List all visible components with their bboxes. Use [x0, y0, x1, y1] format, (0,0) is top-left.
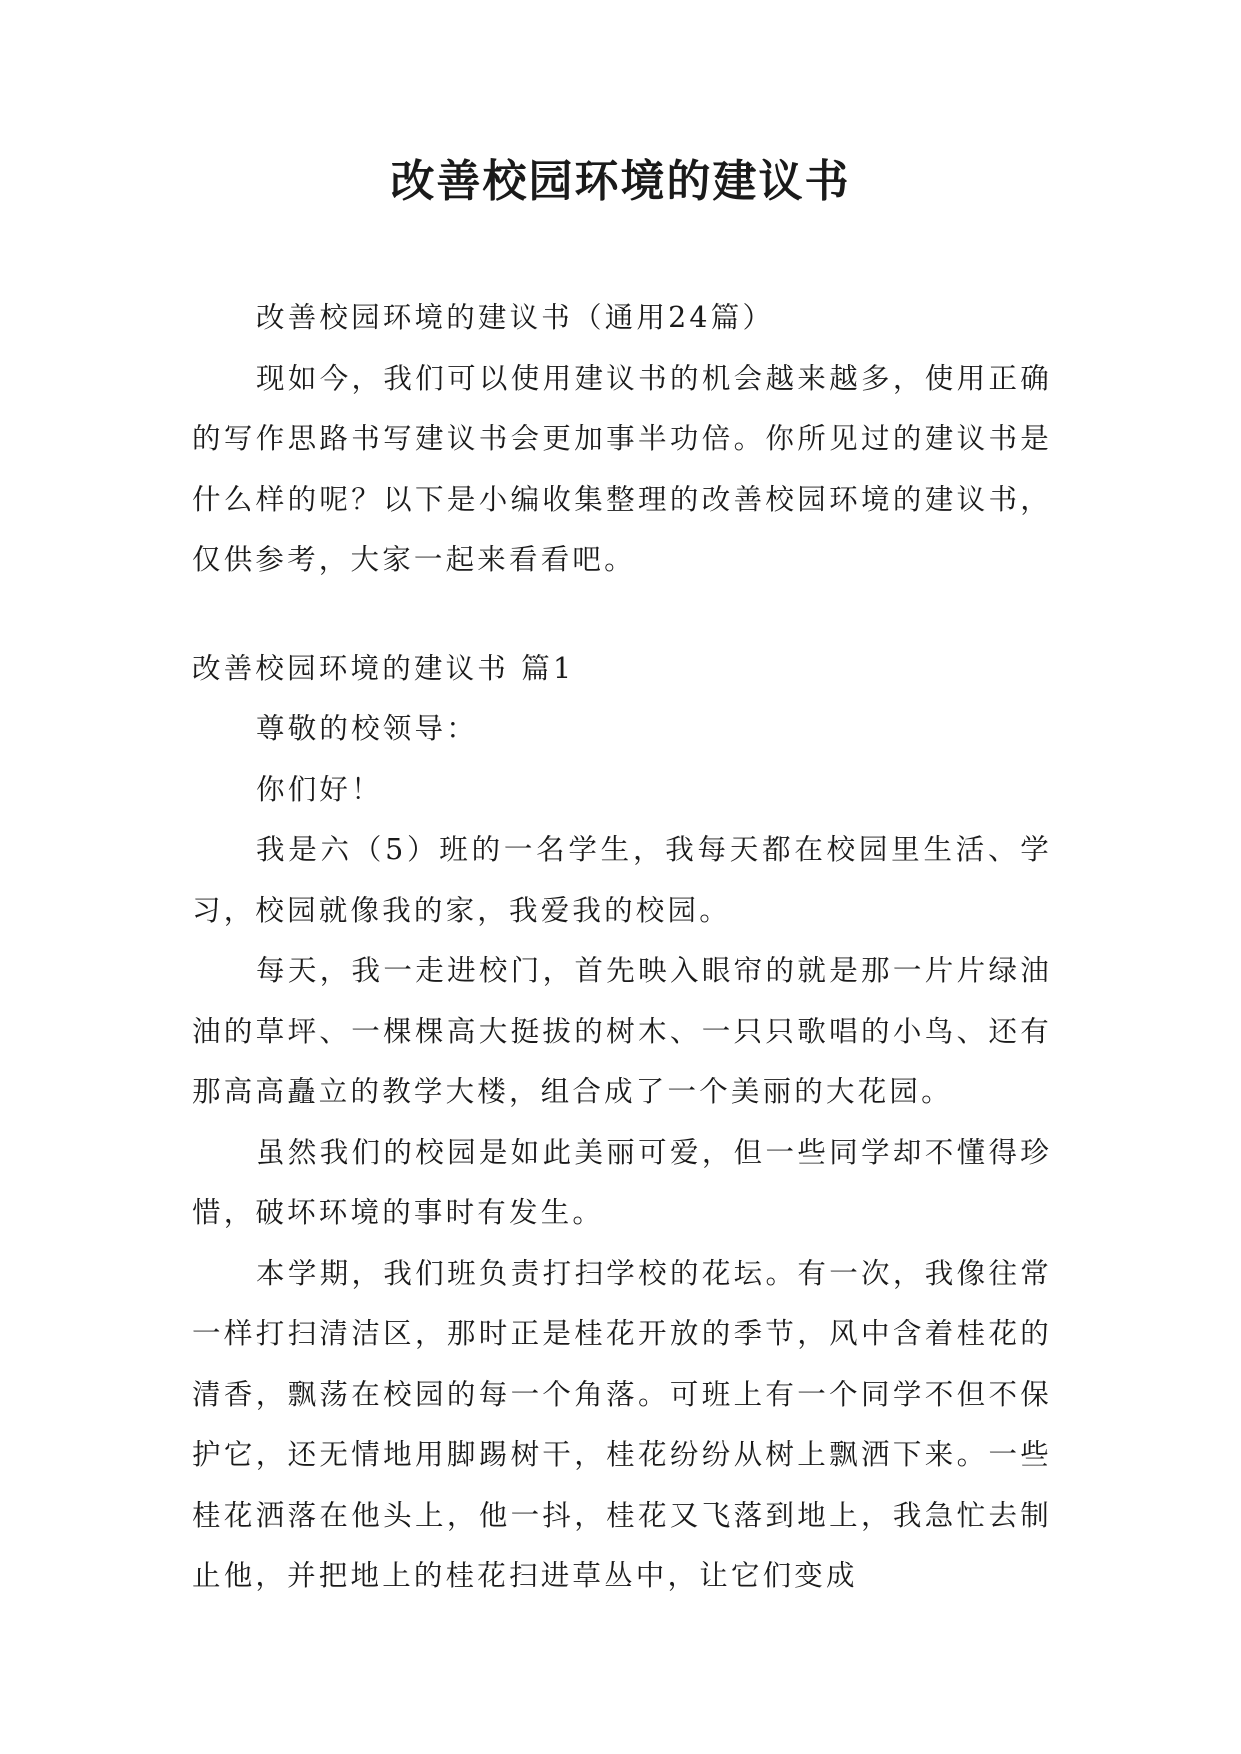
document-body	[192, 288, 1052, 1607]
paragraph-anecdote: 本学期，我们班负责打扫学校的花坛。有一次，我像往常一样打扫清洁区，那时正是桂花开放的季节，风中含着桂花的清香，飘荡在校园的每一个角落。可班上有一个同学不但不保护它，还无情地用脚踢树干，桂花纷纷从树上飘洒下来。一些桂花洒落在他头上，他一抖，桂花又飞落到地上，我急忙去制止他，并把地上的桂花扫进草丛中，让它们变成	[192, 1256, 1052, 1592]
paragraph-collection-title: 改善校园环境的建议书（通用24篇）	[256, 301, 775, 334]
section-heading-1: 改善校园环境的建议书 篇1	[192, 651, 575, 685]
paragraph-salutation: 尊敬的校领导：	[256, 712, 478, 745]
paragraph-greeting: 你们好！	[256, 772, 383, 806]
paragraph-campus-description: 每天，我一走进校门，首先映入眼帘的就是那一片片绿油油的草坪、一棵棵高大挺拔的树木、一只只歌唱的小鸟、还有那高高矗立的教学大楼，组合成了一个美丽的大花园。	[192, 954, 1052, 1108]
document-title: 改善校园环境的建议书	[390, 156, 851, 207]
paragraph-self-introduction: 我是六（5）班的一名学生，我每天都在校园里生活、学习，校园就像我的家，我爱我的校园。	[192, 833, 1052, 927]
paragraph-problem-statement: 虽然我们的校园是如此美丽可爱，但一些同学却不懂得珍惜，破坏环境的事时有发生。	[192, 1135, 1052, 1229]
paragraph-introduction: 现如今，我们可以使用建议书的机会越来越多，使用正确的写作思路书写建议书会更加事半功倍。你所见过的建议书是什么样的呢？以下是小编收集整理的改善校园环境的建议书，仅供参考，大家一起来看看吧。	[192, 361, 1052, 576]
